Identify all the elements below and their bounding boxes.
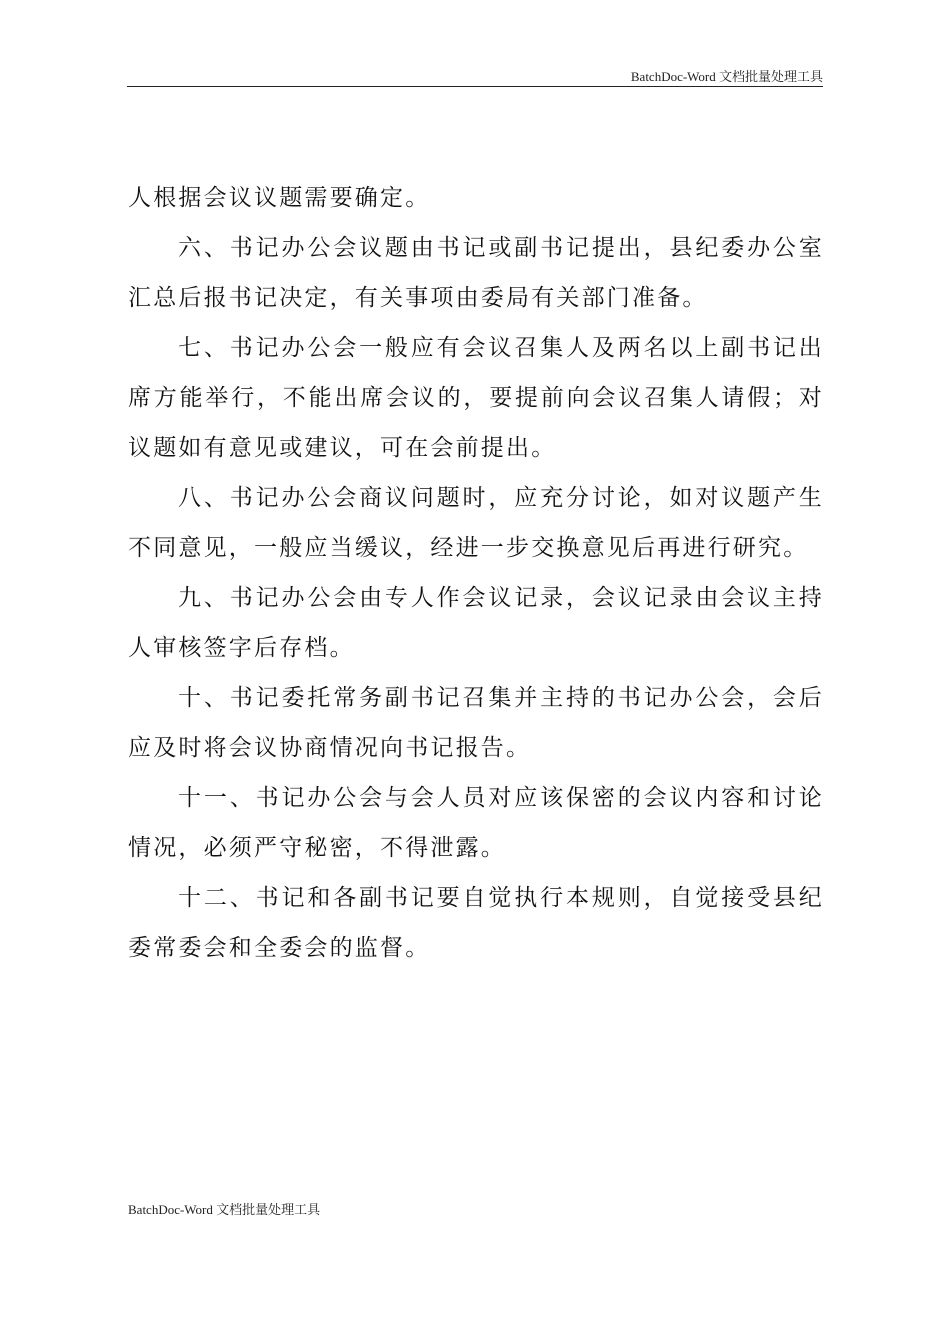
paragraph-item-7: 七、书记办公会一般应有会议召集人及两名以上副书记出席方能举行，不能出席会议的，要提前向会议召集人请假；对议题如有意见或建议，可在会前提出。	[128, 335, 824, 461]
page-header: BatchDoc-Word 文档批量处理工具	[630, 69, 823, 84]
paragraph-item-6: 六、书记办公会议题由书记或副书记提出，县纪委办公室汇总后报书记决定，有关事项由委局有关部门准备。	[128, 235, 824, 311]
paragraph-item-12: 十二、书记和各副书记要自觉执行本规则，自觉接受县纪委常委会和全委会的监督。	[128, 885, 824, 961]
page-footer: BatchDoc-Word 文档批量处理工具	[128, 1202, 321, 1217]
header-divider	[127, 86, 823, 87]
paragraph-item-9: 九、书记办公会由专人作会议记录，会议记录由会议主持人审核签字后存档。	[128, 585, 824, 661]
paragraph-item-8: 八、书记办公会商议问题时，应充分讨论，如对议题产生不同意见，一般应当缓议，经进一步交换意见后再进行研究。	[128, 485, 824, 561]
paragraph-item-11: 十一、书记办公会与会人员对应该保密的会议内容和讨论情况，必须严守秘密，不得泄露。	[128, 785, 824, 861]
document-body	[128, 173, 824, 973]
paragraph-item-10: 十、书记委托常务副书记召集并主持的书记办公会，会后应及时将会议协商情况向书记报告。	[128, 685, 824, 761]
paragraph-continuation: 人根据会议议题需要确定。	[128, 185, 431, 211]
